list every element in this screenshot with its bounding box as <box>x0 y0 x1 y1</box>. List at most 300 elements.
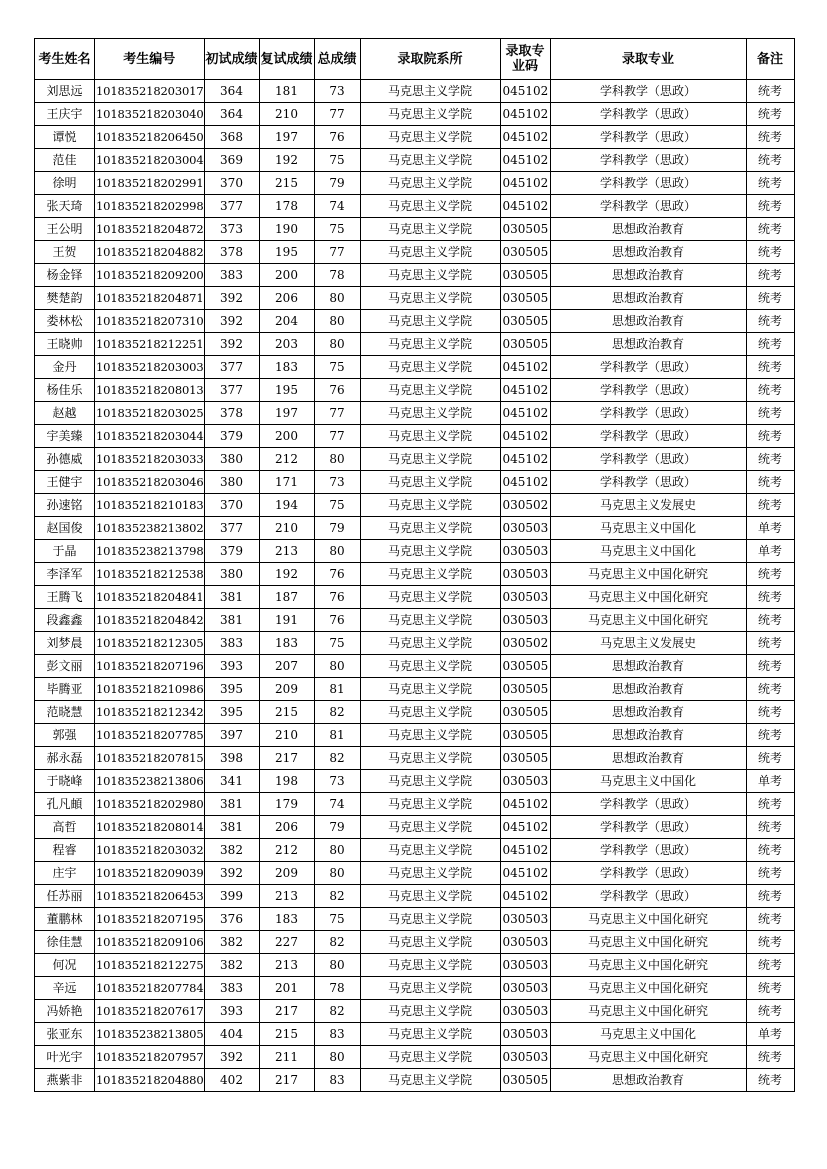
table-row <box>35 770 795 793</box>
cell-total-score: 75 <box>314 632 360 655</box>
cell-major-code: 030503 <box>500 1046 550 1069</box>
cell-major: 学科教学（思政） <box>550 471 746 494</box>
cell-major-code: 045102 <box>500 356 550 379</box>
cell-major: 思想政治教育 <box>550 264 746 287</box>
cell-exam-id: 101835218203046 <box>95 471 205 494</box>
cell-prelim-score: 370 <box>204 172 259 195</box>
cell-major-code: 030505 <box>500 1069 550 1092</box>
table-row <box>35 402 795 425</box>
cell-remark: 统考 <box>746 632 794 655</box>
cell-major: 马克思主义中国化研究 <box>550 931 746 954</box>
cell-retest-score: 227 <box>259 931 314 954</box>
cell-prelim-score: 382 <box>204 931 259 954</box>
cell-department: 马克思主义学院 <box>360 494 500 517</box>
cell-retest-score: 217 <box>259 1069 314 1092</box>
table-row <box>35 448 795 471</box>
table-row <box>35 333 795 356</box>
cell-total-score: 78 <box>314 264 360 287</box>
cell-department: 马克思主义学院 <box>360 264 500 287</box>
header-name: 考生姓名 <box>35 39 95 80</box>
table-row <box>35 241 795 264</box>
cell-major: 学科教学（思政） <box>550 356 746 379</box>
cell-name: 刘思远 <box>35 80 95 103</box>
cell-prelim-score: 392 <box>204 333 259 356</box>
cell-major-code: 045102 <box>500 195 550 218</box>
cell-total-score: 74 <box>314 793 360 816</box>
table-row <box>35 885 795 908</box>
cell-exam-id: 101835218202991 <box>95 172 205 195</box>
cell-prelim-score: 376 <box>204 908 259 931</box>
cell-department: 马克思主义学院 <box>360 241 500 264</box>
cell-prelim-score: 392 <box>204 862 259 885</box>
cell-major-code: 045102 <box>500 379 550 402</box>
cell-name: 于晓峰 <box>35 770 95 793</box>
cell-remark: 统考 <box>746 494 794 517</box>
cell-major: 马克思主义中国化研究 <box>550 586 746 609</box>
cell-remark: 单考 <box>746 770 794 793</box>
cell-remark: 统考 <box>746 103 794 126</box>
cell-prelim-score: 379 <box>204 540 259 563</box>
cell-retest-score: 194 <box>259 494 314 517</box>
cell-retest-score: 192 <box>259 149 314 172</box>
cell-remark: 单考 <box>746 540 794 563</box>
cell-major: 学科教学（思政） <box>550 839 746 862</box>
cell-name: 王公明 <box>35 218 95 241</box>
cell-prelim-score: 368 <box>204 126 259 149</box>
cell-exam-id: 101835238213806 <box>95 770 205 793</box>
cell-name: 樊楚韵 <box>35 287 95 310</box>
cell-exam-id: 101835218206453 <box>95 885 205 908</box>
cell-remark: 统考 <box>746 839 794 862</box>
cell-department: 马克思主义学院 <box>360 816 500 839</box>
cell-exam-id: 101835218207310 <box>95 310 205 333</box>
cell-major: 马克思主义中国化研究 <box>550 908 746 931</box>
cell-major-code: 030505 <box>500 218 550 241</box>
cell-major: 马克思主义中国化 <box>550 770 746 793</box>
cell-department: 马克思主义学院 <box>360 701 500 724</box>
table-row <box>35 1046 795 1069</box>
cell-remark: 统考 <box>746 655 794 678</box>
cell-remark: 统考 <box>746 609 794 632</box>
cell-retest-score: 215 <box>259 172 314 195</box>
cell-major-code: 045102 <box>500 402 550 425</box>
cell-major-code: 030503 <box>500 609 550 632</box>
header-row <box>35 39 795 80</box>
cell-total-score: 82 <box>314 885 360 908</box>
cell-major: 马克思主义中国化研究 <box>550 609 746 632</box>
cell-retest-score: 209 <box>259 678 314 701</box>
cell-retest-score: 187 <box>259 586 314 609</box>
cell-name: 赵国俊 <box>35 517 95 540</box>
cell-major-code: 045102 <box>500 425 550 448</box>
header-major-code: 录取专业码 <box>500 39 550 80</box>
cell-name: 刘梦晨 <box>35 632 95 655</box>
table-row <box>35 126 795 149</box>
cell-retest-score: 204 <box>259 310 314 333</box>
table-row <box>35 195 795 218</box>
table-row <box>35 149 795 172</box>
cell-department: 马克思主义学院 <box>360 287 500 310</box>
cell-retest-score: 197 <box>259 402 314 425</box>
cell-prelim-score: 364 <box>204 103 259 126</box>
table-row <box>35 931 795 954</box>
cell-prelim-score: 381 <box>204 793 259 816</box>
cell-total-score: 79 <box>314 172 360 195</box>
cell-retest-score: 211 <box>259 1046 314 1069</box>
cell-major-code: 030505 <box>500 333 550 356</box>
cell-remark: 统考 <box>746 954 794 977</box>
cell-major-code: 030505 <box>500 287 550 310</box>
cell-total-score: 75 <box>314 494 360 517</box>
cell-major: 马克思主义中国化 <box>550 517 746 540</box>
cell-total-score: 82 <box>314 931 360 954</box>
cell-retest-score: 200 <box>259 264 314 287</box>
cell-name: 李泽军 <box>35 563 95 586</box>
cell-remark: 统考 <box>746 402 794 425</box>
cell-exam-id: 101835218203033 <box>95 448 205 471</box>
cell-remark: 统考 <box>746 333 794 356</box>
table-row <box>35 540 795 563</box>
cell-remark: 统考 <box>746 724 794 747</box>
cell-exam-id: 101835218209039 <box>95 862 205 885</box>
cell-total-score: 80 <box>314 287 360 310</box>
cell-exam-id: 101835218204842 <box>95 609 205 632</box>
cell-retest-score: 181 <box>259 80 314 103</box>
cell-retest-score: 213 <box>259 540 314 563</box>
cell-exam-id: 101835218210183 <box>95 494 205 517</box>
cell-retest-score: 212 <box>259 448 314 471</box>
cell-remark: 统考 <box>746 1000 794 1023</box>
cell-name: 彭文丽 <box>35 655 95 678</box>
cell-major-code: 045102 <box>500 172 550 195</box>
cell-exam-id: 101835218204872 <box>95 218 205 241</box>
cell-major: 思想政治教育 <box>550 678 746 701</box>
cell-total-score: 80 <box>314 310 360 333</box>
cell-major-code: 045102 <box>500 862 550 885</box>
cell-exam-id: 101835238213805 <box>95 1023 205 1046</box>
cell-name: 王贺 <box>35 241 95 264</box>
cell-department: 马克思主义学院 <box>360 379 500 402</box>
cell-major-code: 030503 <box>500 586 550 609</box>
cell-major: 马克思主义发展史 <box>550 494 746 517</box>
cell-name: 徐明 <box>35 172 95 195</box>
cell-name: 叶光宇 <box>35 1046 95 1069</box>
cell-major-code: 045102 <box>500 80 550 103</box>
cell-retest-score: 192 <box>259 563 314 586</box>
cell-prelim-score: 373 <box>204 218 259 241</box>
cell-exam-id: 101835218207195 <box>95 908 205 931</box>
cell-major: 学科教学（思政） <box>550 126 746 149</box>
cell-name: 孔凡頔 <box>35 793 95 816</box>
cell-major-code: 030505 <box>500 310 550 333</box>
cell-prelim-score: 382 <box>204 954 259 977</box>
cell-major: 学科教学（思政） <box>550 448 746 471</box>
cell-remark: 统考 <box>746 80 794 103</box>
cell-retest-score: 195 <box>259 241 314 264</box>
cell-major: 马克思主义发展史 <box>550 632 746 655</box>
cell-name: 王晓帅 <box>35 333 95 356</box>
cell-exam-id: 101835218208013 <box>95 379 205 402</box>
cell-department: 马克思主义学院 <box>360 954 500 977</box>
cell-major-code: 045102 <box>500 126 550 149</box>
cell-remark: 统考 <box>746 264 794 287</box>
cell-retest-score: 201 <box>259 977 314 1000</box>
cell-name: 金丹 <box>35 356 95 379</box>
cell-major: 马克思主义中国化研究 <box>550 977 746 1000</box>
cell-department: 马克思主义学院 <box>360 885 500 908</box>
cell-total-score: 77 <box>314 241 360 264</box>
cell-department: 马克思主义学院 <box>360 678 500 701</box>
cell-total-score: 76 <box>314 563 360 586</box>
table-row <box>35 356 795 379</box>
cell-remark: 统考 <box>746 471 794 494</box>
cell-major-code: 030505 <box>500 701 550 724</box>
cell-major: 马克思主义中国化研究 <box>550 1000 746 1023</box>
table-row <box>35 655 795 678</box>
cell-major-code: 030503 <box>500 954 550 977</box>
cell-prelim-score: 341 <box>204 770 259 793</box>
cell-major-code: 045102 <box>500 793 550 816</box>
cell-department: 马克思主义学院 <box>360 471 500 494</box>
cell-retest-score: 212 <box>259 839 314 862</box>
cell-total-score: 73 <box>314 770 360 793</box>
header-exam-id: 考生编号 <box>95 39 205 80</box>
table-row <box>35 425 795 448</box>
cell-name: 张亚东 <box>35 1023 95 1046</box>
cell-major-code: 030505 <box>500 678 550 701</box>
cell-name: 冯娇艳 <box>35 1000 95 1023</box>
cell-prelim-score: 381 <box>204 816 259 839</box>
cell-major: 学科教学（思政） <box>550 103 746 126</box>
cell-remark: 统考 <box>746 678 794 701</box>
header-prelim-score: 初试成绩 <box>204 39 259 80</box>
cell-major: 思想政治教育 <box>550 218 746 241</box>
cell-exam-id: 101835218204841 <box>95 586 205 609</box>
cell-prelim-score: 395 <box>204 701 259 724</box>
table-row <box>35 862 795 885</box>
cell-total-score: 76 <box>314 609 360 632</box>
cell-prelim-score: 383 <box>204 632 259 655</box>
cell-name: 郭强 <box>35 724 95 747</box>
cell-name: 毕腾亚 <box>35 678 95 701</box>
cell-department: 马克思主义学院 <box>360 517 500 540</box>
cell-department: 马克思主义学院 <box>360 218 500 241</box>
cell-exam-id: 101835218206450 <box>95 126 205 149</box>
cell-prelim-score: 382 <box>204 839 259 862</box>
cell-prelim-score: 397 <box>204 724 259 747</box>
cell-name: 董鹏林 <box>35 908 95 931</box>
cell-exam-id: 101835218207785 <box>95 724 205 747</box>
cell-retest-score: 203 <box>259 333 314 356</box>
cell-major-code: 030505 <box>500 724 550 747</box>
table-row <box>35 954 795 977</box>
table-row <box>35 80 795 103</box>
table-row <box>35 287 795 310</box>
cell-prelim-score: 378 <box>204 241 259 264</box>
cell-prelim-score: 377 <box>204 356 259 379</box>
cell-exam-id: 101835218202980 <box>95 793 205 816</box>
cell-retest-score: 200 <box>259 425 314 448</box>
cell-major-code: 045102 <box>500 448 550 471</box>
cell-name: 孙速铭 <box>35 494 95 517</box>
cell-department: 马克思主义学院 <box>360 586 500 609</box>
table-row <box>35 793 795 816</box>
cell-exam-id: 101835218203025 <box>95 402 205 425</box>
cell-retest-score: 213 <box>259 885 314 908</box>
cell-major-code: 030505 <box>500 241 550 264</box>
cell-name: 赵越 <box>35 402 95 425</box>
cell-retest-score: 183 <box>259 908 314 931</box>
table-row <box>35 494 795 517</box>
cell-exam-id: 101835218209106 <box>95 931 205 954</box>
cell-department: 马克思主义学院 <box>360 977 500 1000</box>
cell-total-score: 81 <box>314 724 360 747</box>
cell-name: 谭悦 <box>35 126 95 149</box>
cell-total-score: 83 <box>314 1023 360 1046</box>
cell-prelim-score: 377 <box>204 517 259 540</box>
cell-department: 马克思主义学院 <box>360 356 500 379</box>
cell-name: 郝永磊 <box>35 747 95 770</box>
table-row <box>35 264 795 287</box>
cell-remark: 统考 <box>746 563 794 586</box>
cell-remark: 统考 <box>746 126 794 149</box>
cell-total-score: 82 <box>314 701 360 724</box>
cell-total-score: 75 <box>314 149 360 172</box>
table-row <box>35 379 795 402</box>
cell-exam-id: 101835218207784 <box>95 977 205 1000</box>
header-remark: 备注 <box>746 39 794 80</box>
cell-name: 娄林松 <box>35 310 95 333</box>
cell-name: 王庆宇 <box>35 103 95 126</box>
cell-prelim-score: 399 <box>204 885 259 908</box>
cell-retest-score: 191 <box>259 609 314 632</box>
cell-prelim-score: 383 <box>204 977 259 1000</box>
cell-remark: 统考 <box>746 747 794 770</box>
cell-major: 学科教学（思政） <box>550 80 746 103</box>
cell-remark: 统考 <box>746 1046 794 1069</box>
cell-major: 思想政治教育 <box>550 655 746 678</box>
cell-exam-id: 101835218203044 <box>95 425 205 448</box>
cell-name: 燕紫非 <box>35 1069 95 1092</box>
cell-exam-id: 101835218212342 <box>95 701 205 724</box>
cell-name: 张天琦 <box>35 195 95 218</box>
cell-prelim-score: 379 <box>204 425 259 448</box>
cell-remark: 统考 <box>746 885 794 908</box>
cell-major-code: 045102 <box>500 103 550 126</box>
cell-remark: 统考 <box>746 977 794 1000</box>
cell-total-score: 82 <box>314 1000 360 1023</box>
cell-major-code: 030503 <box>500 517 550 540</box>
cell-remark: 单考 <box>746 517 794 540</box>
cell-remark: 单考 <box>746 1023 794 1046</box>
cell-exam-id: 101835218203003 <box>95 356 205 379</box>
cell-major: 学科教学（思政） <box>550 425 746 448</box>
cell-exam-id: 101835218204880 <box>95 1069 205 1092</box>
cell-major: 思想政治教育 <box>550 241 746 264</box>
cell-remark: 统考 <box>746 793 794 816</box>
cell-retest-score: 217 <box>259 747 314 770</box>
cell-total-score: 75 <box>314 908 360 931</box>
cell-remark: 统考 <box>746 816 794 839</box>
cell-name: 范晓慧 <box>35 701 95 724</box>
table-row <box>35 563 795 586</box>
cell-department: 马克思主义学院 <box>360 1069 500 1092</box>
table-row <box>35 839 795 862</box>
cell-remark: 统考 <box>746 908 794 931</box>
cell-department: 马克思主义学院 <box>360 126 500 149</box>
cell-exam-id: 101835218207815 <box>95 747 205 770</box>
cell-major: 马克思主义中国化研究 <box>550 954 746 977</box>
cell-major: 学科教学（思政） <box>550 172 746 195</box>
cell-exam-id: 101835218203004 <box>95 149 205 172</box>
cell-major: 学科教学（思政） <box>550 816 746 839</box>
cell-remark: 统考 <box>746 586 794 609</box>
cell-retest-score: 215 <box>259 701 314 724</box>
cell-department: 马克思主义学院 <box>360 195 500 218</box>
cell-total-score: 77 <box>314 425 360 448</box>
table-row <box>35 471 795 494</box>
table-row <box>35 724 795 747</box>
cell-prelim-score: 380 <box>204 563 259 586</box>
cell-retest-score: 215 <box>259 1023 314 1046</box>
table-row <box>35 586 795 609</box>
cell-prelim-score: 377 <box>204 379 259 402</box>
table-row <box>35 908 795 931</box>
cell-department: 马克思主义学院 <box>360 402 500 425</box>
cell-major: 思想政治教育 <box>550 747 746 770</box>
cell-prelim-score: 402 <box>204 1069 259 1092</box>
cell-retest-score: 206 <box>259 287 314 310</box>
cell-exam-id: 101835238213798 <box>95 540 205 563</box>
cell-department: 马克思主义学院 <box>360 862 500 885</box>
cell-major-code: 030503 <box>500 563 550 586</box>
cell-total-score: 82 <box>314 747 360 770</box>
cell-prelim-score: 392 <box>204 287 259 310</box>
cell-major-code: 030505 <box>500 264 550 287</box>
cell-total-score: 76 <box>314 586 360 609</box>
cell-major-code: 030503 <box>500 1023 550 1046</box>
cell-prelim-score: 393 <box>204 1000 259 1023</box>
cell-total-score: 80 <box>314 862 360 885</box>
cell-major-code: 045102 <box>500 816 550 839</box>
cell-retest-score: 179 <box>259 793 314 816</box>
header-department: 录取院系所 <box>360 39 500 80</box>
cell-major: 思想政治教育 <box>550 287 746 310</box>
header-major: 录取专业 <box>550 39 746 80</box>
cell-exam-id: 101835218212538 <box>95 563 205 586</box>
cell-retest-score: 210 <box>259 517 314 540</box>
cell-name: 何况 <box>35 954 95 977</box>
cell-retest-score: 178 <box>259 195 314 218</box>
cell-major: 思想政治教育 <box>550 310 746 333</box>
table-row <box>35 977 795 1000</box>
cell-retest-score: 213 <box>259 954 314 977</box>
cell-department: 马克思主义学院 <box>360 793 500 816</box>
cell-remark: 统考 <box>746 356 794 379</box>
cell-department: 马克思主义学院 <box>360 770 500 793</box>
cell-major: 马克思主义中国化 <box>550 540 746 563</box>
cell-prelim-score: 380 <box>204 471 259 494</box>
header-total-score: 总成绩 <box>314 39 360 80</box>
cell-department: 马克思主义学院 <box>360 563 500 586</box>
table-row <box>35 1023 795 1046</box>
cell-total-score: 77 <box>314 402 360 425</box>
table-row <box>35 632 795 655</box>
cell-major: 马克思主义中国化研究 <box>550 563 746 586</box>
cell-remark: 统考 <box>746 149 794 172</box>
cell-department: 马克思主义学院 <box>360 310 500 333</box>
cell-name: 庄宇 <box>35 862 95 885</box>
